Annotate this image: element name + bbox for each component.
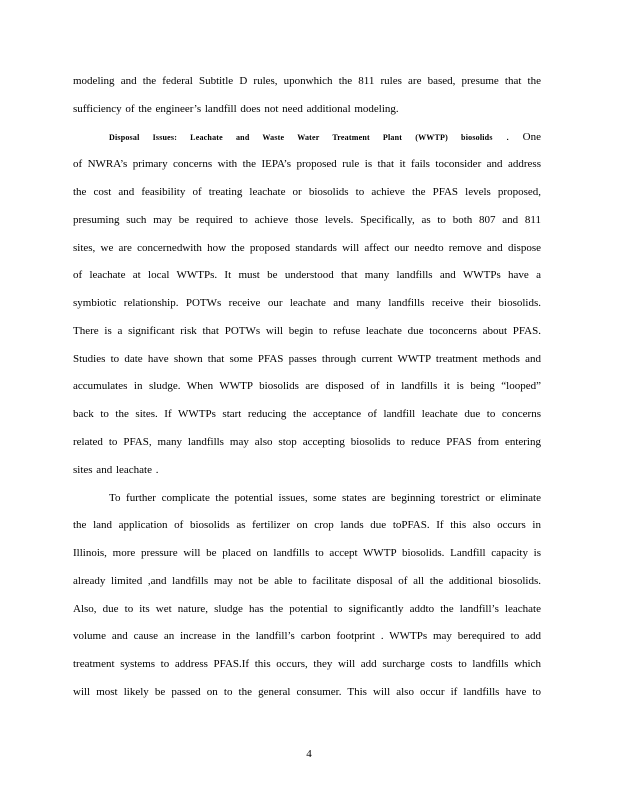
section-heading-line [109,130,541,145]
body-text-line: the land application of biosolids as fertilizer on crop lands due toPFAS. If this also occurs in [73,519,541,531]
body-text-line: treatment systems to address PFAS.If this occurs, they will add surcharge costs to landfills which [73,658,541,670]
body-text-line: sites, we are concernedwith how the proposed standards will affect our needto remove and dispose [73,242,541,254]
body-text-line: back to the sites. If WWTPs start reducing the acceptance of landfill leachate due to concerns [73,408,541,420]
body-text-line: sites and leachate . [73,464,159,476]
body-text-line: sufficiency of the engineer’s landfill does not need additional modeling. [73,103,399,115]
body-text-line: symbiotic relationship. POTWs receive our leachate and many landfills receive their biosolids. [73,297,541,309]
body-text-line: There is a significant risk that POTWs will begin to refuse leachate due toconcerns about PFAS. [73,325,541,337]
body-text-line: modeling and the federal Subtitle D rules, uponwhich the 811 rules are based, presume that the [73,75,541,87]
body-text-line: of leachate at local WWTPs. It must be understood that many landfills and WWTPs have a [73,269,541,281]
body-text-line: the cost and feasibility of treating leachate or biosolids to achieve the PFAS levels proposed, [73,186,541,198]
body-text-line: of NWRA’s primary concerns with the IEPA’s proposed rule is that it fails toconsider and address [73,158,541,170]
heading-continuation-text: . One [506,131,542,143]
body-text-line: accumulates in sludge. When WWTP biosolids are disposed of in landfills it is being “looped” [73,380,541,392]
body-text-line: Studies to date have shown that some PFAS passes through current WWTP treatment methods and [73,353,541,365]
section-heading: Disposal Issues: Leachate and Waste Water Treatment Plant (WWTP) biosolids [109,133,493,142]
body-text-line: To further complicate the potential issues, some states are beginning torestrict or eliminate [109,492,541,504]
body-text-line: already limited ,and landfills may not be able to facilitate disposal of all the additional biosolids. [73,575,541,587]
page-number: 4 [306,748,312,760]
body-text-line: Illinois, more pressure will be placed on landfills to accept WWTP biosolids. Landfill capacity is [73,547,541,559]
body-text-line: related to PFAS, many landfills may also stop accepting biosolids to reduce PFAS from entering [73,436,541,448]
body-text-line: presuming such may be required to achieve those levels. Specifically, as to both 807 and 811 [73,214,541,226]
body-text-line: Also, due to its wet nature, sludge has the potential to significantly addto the landfill’s leachate [73,603,541,615]
body-text-line: will most likely be passed on to the general consumer. This will also occur if landfills have to [73,686,541,698]
body-text-line: volume and cause an increase in the landfill’s carbon footprint . WWTPs may berequired to add [73,630,541,642]
